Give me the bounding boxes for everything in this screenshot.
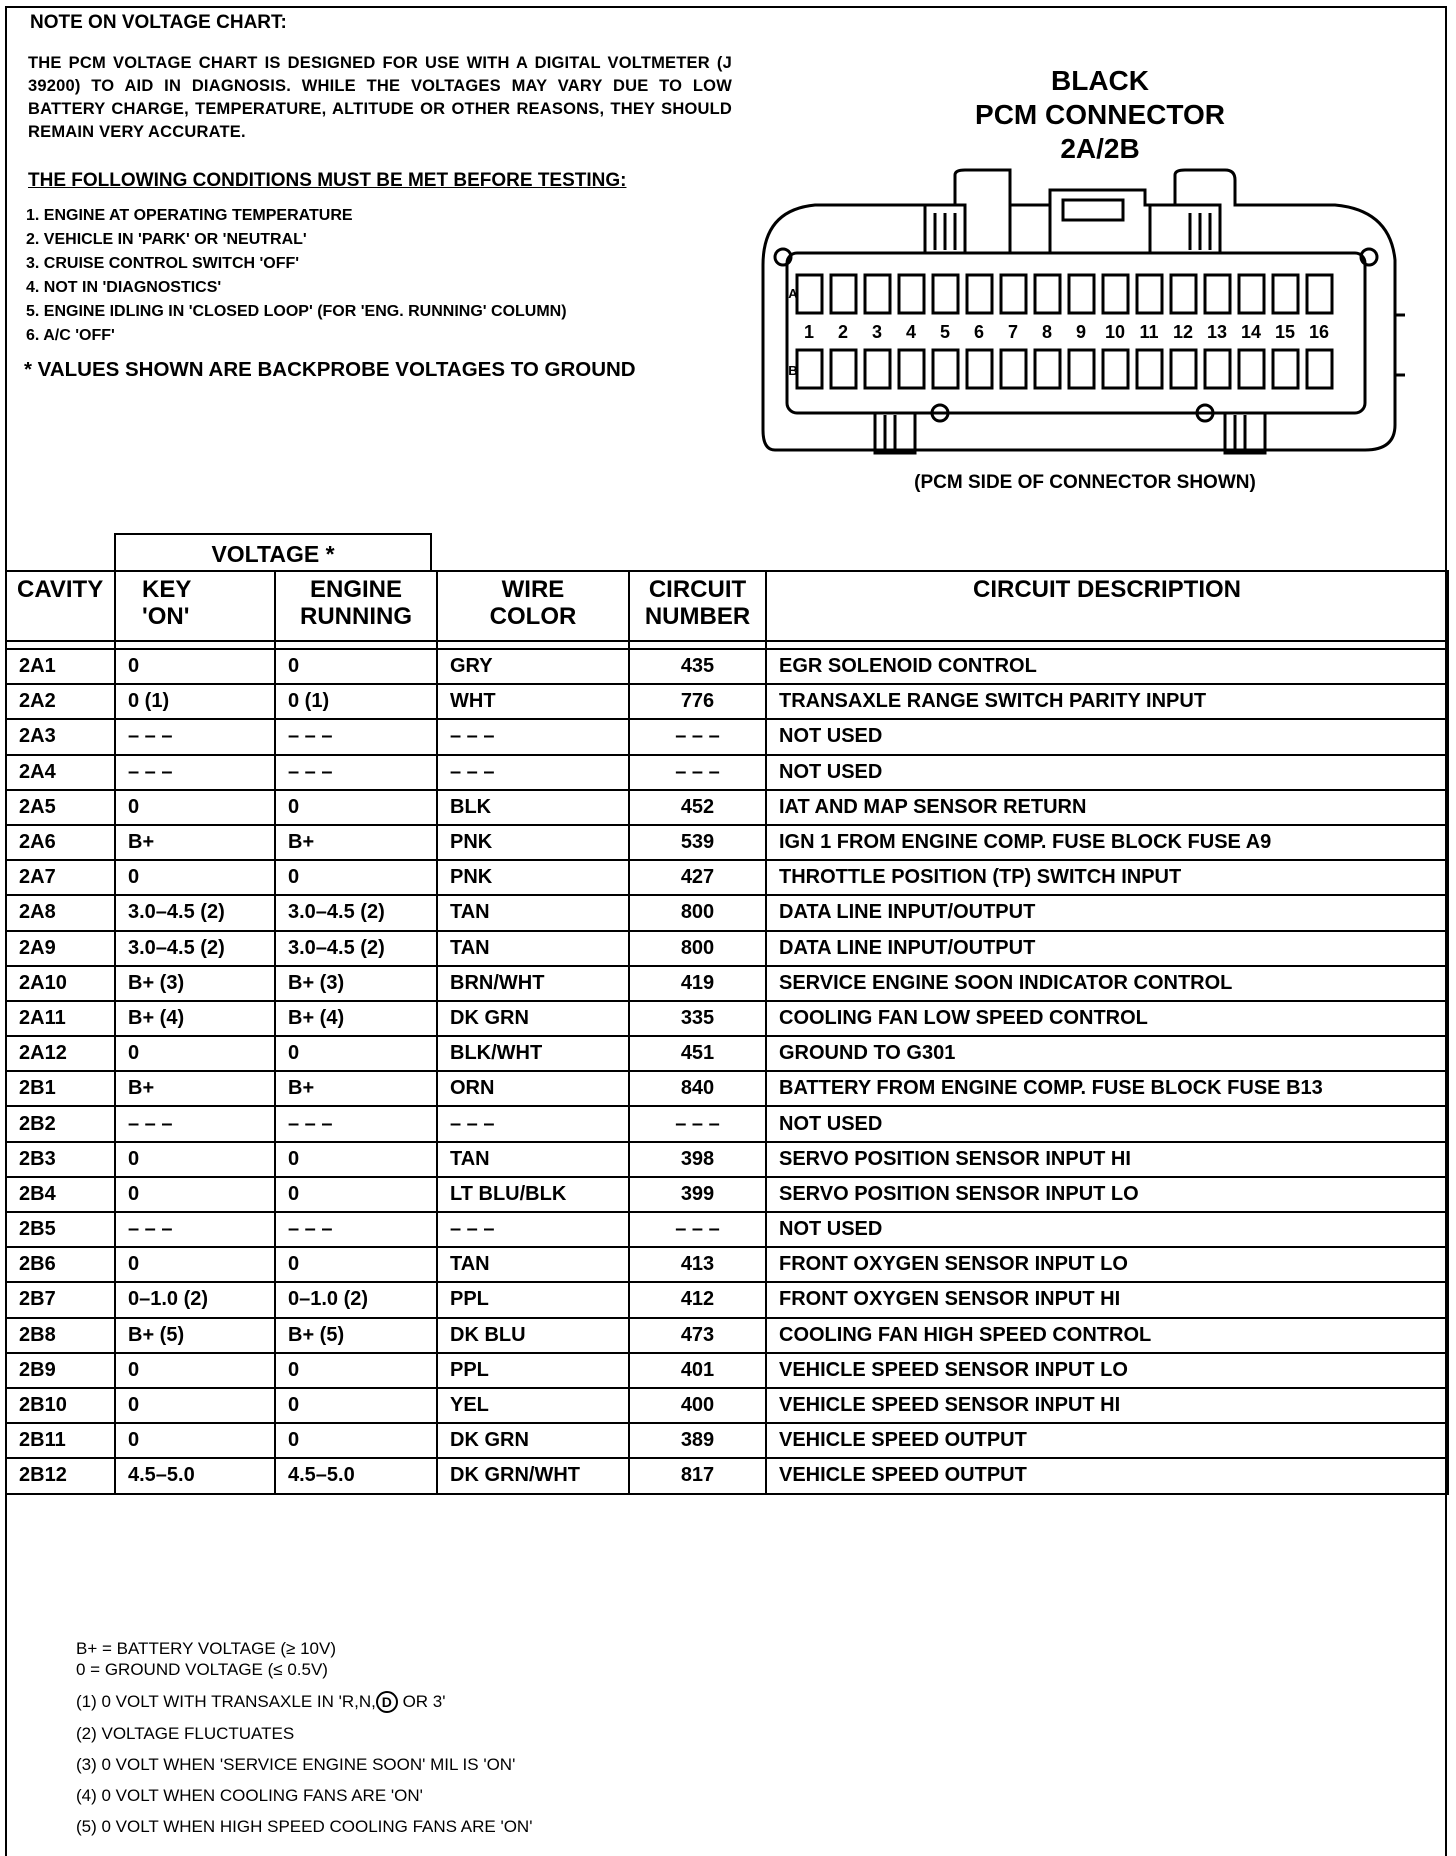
connector-title-id: 2A/2B: [1060, 133, 1140, 164]
table-row: [6, 860, 1448, 895]
table-row: [6, 1353, 1448, 1388]
key-on-cell: – – –: [115, 719, 275, 754]
note-paragraph: THE PCM VOLTAGE CHART IS DESIGNED FOR USE WITH A DIGITAL VOLTMETER (J 39200) TO AID IN DIAGNOSIS. WHILE THE VOLTAGES MAY VARY DUE TO LOW BATTERY CHARGE, TEMPERATURE, ALTITUDE OR OTHER REASONS, THEY SHOULD REMAIN VERY ACCURATE.: [28, 54, 732, 141]
condition-item: 3. CRUISE CONTROL SWITCH 'OFF': [26, 255, 300, 272]
wire-color-cell: LT BLU/BLK: [437, 1177, 629, 1212]
key-on-cell: 0: [115, 649, 275, 684]
description-cell: TRANSAXLE RANGE SWITCH PARITY INPUT: [766, 684, 1448, 719]
engine-running-cell: B+ (3): [275, 966, 437, 1001]
table-row: [6, 1142, 1448, 1177]
connector-title: [900, 64, 1300, 166]
engine-running-cell: 0: [275, 1388, 437, 1423]
cavity-cell: 2B8: [6, 1318, 115, 1353]
cavity-cell: 2A5: [6, 790, 115, 825]
footnote-1: (1) 0 VOLT WITH TRANSAXLE IN 'R,N, D OR 3': [76, 1692, 446, 1711]
engine-running-cell: 3.0–4.5 (2): [275, 895, 437, 930]
cavity-cell: 2A4: [6, 755, 115, 790]
condition-item: 6. A/C 'OFF': [26, 327, 115, 344]
engine-running-cell: 0: [275, 1353, 437, 1388]
key-on-cell: 0 (1): [115, 684, 275, 719]
pin-number: 16: [1308, 322, 1330, 342]
col-circuit-number: CIRCUIT NUMBER: [629, 571, 766, 641]
description-cell: VEHICLE SPEED OUTPUT: [766, 1458, 1448, 1493]
wire-color-cell: – – –: [437, 719, 629, 754]
circuit-number-cell: 473: [629, 1318, 766, 1353]
wire-color-cell: PNK: [437, 860, 629, 895]
engine-running-cell: 4.5–5.0: [275, 1458, 437, 1493]
table-row: [6, 649, 1448, 684]
table-row: [6, 1071, 1448, 1106]
pin-number: 2: [837, 322, 849, 342]
table-row: [6, 1282, 1448, 1317]
pin-number: 11: [1139, 322, 1159, 342]
key-on-cell: 0: [115, 1353, 275, 1388]
key-on-cell: 4.5–5.0: [115, 1458, 275, 1493]
description-cell: EGR SOLENOID CONTROL: [766, 649, 1448, 684]
cavity-cell: 2A3: [6, 719, 115, 754]
backprobe-note: * VALUES SHOWN ARE BACKPROBE VOLTAGES TO GROUND: [24, 358, 636, 381]
wire-color-cell: PNK: [437, 825, 629, 860]
key-on-cell: – – –: [115, 755, 275, 790]
cavity-cell: 2B4: [6, 1177, 115, 1212]
wire-color-cell: YEL: [437, 1388, 629, 1423]
wire-color-cell: BLK: [437, 790, 629, 825]
description-cell: FRONT OXYGEN SENSOR INPUT HI: [766, 1282, 1448, 1317]
wire-color-cell: BLK/WHT: [437, 1036, 629, 1071]
cavity-cell: 2A7: [6, 860, 115, 895]
wire-color-cell: PPL: [437, 1353, 629, 1388]
circled-d-icon: D: [376, 1691, 398, 1713]
description-cell: VEHICLE SPEED SENSOR INPUT LO: [766, 1353, 1448, 1388]
key-on-cell: – – –: [115, 1106, 275, 1141]
cavity-cell: 2A1: [6, 649, 115, 684]
wire-color-cell: – – –: [437, 1212, 629, 1247]
cavity-cell: 2B7: [6, 1282, 115, 1317]
cavity-cell: 2B12: [6, 1458, 115, 1493]
connector-diagram: [755, 165, 1405, 465]
engine-running-cell: 0: [275, 790, 437, 825]
engine-running-cell: B+: [275, 825, 437, 860]
table-row: [6, 1001, 1448, 1036]
cavity-cell: 2B6: [6, 1247, 115, 1282]
cavity-cell: 2B1: [6, 1071, 115, 1106]
table-row: [6, 1247, 1448, 1282]
cavity-cell: 2B3: [6, 1142, 115, 1177]
description-cell: DATA LINE INPUT/OUTPUT: [766, 895, 1448, 930]
circuit-number-cell: 776: [629, 684, 766, 719]
condition-item: 5. ENGINE IDLING IN 'CLOSED LOOP' (FOR 'ENG. RUNNING' COLUMN): [26, 303, 567, 320]
cavity-cell: 2A2: [6, 684, 115, 719]
circuit-number-cell: 413: [629, 1247, 766, 1282]
header-spacer: [6, 641, 1448, 649]
footnote-5: (5) 0 VOLT WHEN HIGH SPEED COOLING FANS ARE 'ON': [76, 1817, 533, 1836]
table-row: [6, 1177, 1448, 1212]
col-engine-running: ENGINE RUNNING: [275, 571, 437, 641]
circuit-number-cell: 435: [629, 649, 766, 684]
circuit-number-cell: 412: [629, 1282, 766, 1317]
table-row: [6, 895, 1448, 930]
description-cell: SERVO POSITION SENSOR INPUT HI: [766, 1142, 1448, 1177]
description-cell: BATTERY FROM ENGINE COMP. FUSE BLOCK FUSE B13: [766, 1071, 1448, 1106]
wire-color-cell: BRN/WHT: [437, 966, 629, 1001]
key-on-cell: B+: [115, 825, 275, 860]
condition-item: 4. NOT IN 'DIAGNOSTICS': [26, 279, 222, 296]
circuit-number-cell: 452: [629, 790, 766, 825]
cavity-cell: 2A6: [6, 825, 115, 860]
engine-running-cell: 3.0–4.5 (2): [275, 931, 437, 966]
key-on-cell: 0–1.0 (2): [115, 1282, 275, 1317]
table-row: [6, 1318, 1448, 1353]
col-wire-color: WIRE COLOR: [437, 571, 629, 641]
description-cell: NOT USED: [766, 1212, 1448, 1247]
engine-running-cell: 0–1.0 (2): [275, 1282, 437, 1317]
circuit-number-cell: 335: [629, 1001, 766, 1036]
key-on-cell: 0: [115, 1177, 275, 1212]
table-row: [6, 825, 1448, 860]
footnote-4: (4) 0 VOLT WHEN COOLING FANS ARE 'ON': [76, 1786, 423, 1805]
circuit-number-cell: 840: [629, 1071, 766, 1106]
circuit-number-cell: – – –: [629, 1106, 766, 1141]
key-on-cell: 0: [115, 1388, 275, 1423]
wire-color-cell: PPL: [437, 1282, 629, 1317]
circuit-number-cell: 398: [629, 1142, 766, 1177]
pin-number: 5: [939, 322, 951, 342]
connector-title-name: PCM CONNECTOR: [975, 99, 1225, 130]
pin-number: 9: [1075, 322, 1087, 342]
pin-number: 8: [1041, 322, 1053, 342]
connector-title-color: BLACK: [1051, 65, 1149, 96]
description-cell: SERVICE ENGINE SOON INDICATOR CONTROL: [766, 966, 1448, 1001]
pin-number: 12: [1172, 322, 1194, 342]
engine-running-cell: 0: [275, 649, 437, 684]
cavity-cell: 2A12: [6, 1036, 115, 1071]
table-row: [6, 1388, 1448, 1423]
wire-color-cell: – – –: [437, 755, 629, 790]
wire-color-cell: GRY: [437, 649, 629, 684]
wire-color-cell: TAN: [437, 895, 629, 930]
circuit-number-cell: – – –: [629, 719, 766, 754]
table-row: [6, 1036, 1448, 1071]
description-cell: VEHICLE SPEED OUTPUT: [766, 1423, 1448, 1458]
wire-color-cell: TAN: [437, 931, 629, 966]
pin-number: 13: [1206, 322, 1228, 342]
key-on-cell: B+ (3): [115, 966, 275, 1001]
pin-number: 14: [1240, 322, 1262, 342]
connector-caption: (PCM SIDE OF CONNECTOR SHOWN): [914, 472, 1256, 493]
conditions-heading: THE FOLLOWING CONDITIONS MUST BE MET BEFORE TESTING:: [28, 170, 627, 191]
key-on-cell: 0: [115, 1142, 275, 1177]
table-row: [6, 755, 1448, 790]
footnote-2: (2) VOLTAGE FLUCTUATES: [76, 1724, 295, 1743]
legend: [76, 1638, 532, 1837]
cavity-cell: 2B2: [6, 1106, 115, 1141]
key-on-cell: 3.0–4.5 (2): [115, 895, 275, 930]
key-on-cell: 0: [115, 1036, 275, 1071]
key-on-cell: – – –: [115, 1212, 275, 1247]
circuit-number-cell: 817: [629, 1458, 766, 1493]
engine-running-cell: B+ (4): [275, 1001, 437, 1036]
wire-color-cell: DK GRN: [437, 1001, 629, 1036]
engine-running-cell: – – –: [275, 1212, 437, 1247]
wire-color-cell: – – –: [437, 1106, 629, 1141]
footnote-3: (3) 0 VOLT WHEN 'SERVICE ENGINE SOON' MIL IS 'ON': [76, 1755, 516, 1774]
circuit-number-cell: 389: [629, 1423, 766, 1458]
row-a-label: A: [788, 286, 798, 301]
circuit-number-cell: 399: [629, 1177, 766, 1212]
voltage-group-header: VOLTAGE *: [114, 533, 432, 571]
wire-color-cell: DK BLU: [437, 1318, 629, 1353]
circuit-number-cell: 427: [629, 860, 766, 895]
pin-number: 6: [973, 322, 985, 342]
table-row: [6, 719, 1448, 754]
key-on-cell: 3.0–4.5 (2): [115, 931, 275, 966]
condition-item: 2. VEHICLE IN 'PARK' OR 'NEUTRAL': [26, 231, 307, 248]
description-cell: SERVO POSITION SENSOR INPUT LO: [766, 1177, 1448, 1212]
circuit-number-cell: – – –: [629, 755, 766, 790]
key-on-cell: B+ (5): [115, 1318, 275, 1353]
circuit-number-cell: 400: [629, 1388, 766, 1423]
circuit-number-cell: 539: [629, 825, 766, 860]
table-row: [6, 684, 1448, 719]
circuit-number-cell: 800: [629, 931, 766, 966]
key-on-cell: 0: [115, 1247, 275, 1282]
description-cell: NOT USED: [766, 719, 1448, 754]
circuit-number-cell: 401: [629, 1353, 766, 1388]
key-on-cell: B+: [115, 1071, 275, 1106]
description-cell: THROTTLE POSITION (TP) SWITCH INPUT: [766, 860, 1448, 895]
note-title: NOTE ON VOLTAGE CHART:: [30, 12, 287, 33]
circuit-number-cell: 800: [629, 895, 766, 930]
description-cell: VEHICLE SPEED SENSOR INPUT HI: [766, 1388, 1448, 1423]
engine-running-cell: B+: [275, 1071, 437, 1106]
engine-running-cell: – – –: [275, 755, 437, 790]
cavity-cell: 2B11: [6, 1423, 115, 1458]
cavity-cell: 2A8: [6, 895, 115, 930]
engine-running-cell: 0: [275, 1036, 437, 1071]
conditions-list: [26, 204, 567, 348]
description-cell: FRONT OXYGEN SENSOR INPUT LO: [766, 1247, 1448, 1282]
row-b-label: B: [788, 363, 798, 378]
key-on-cell: 0: [115, 790, 275, 825]
engine-running-cell: – – –: [275, 1106, 437, 1141]
key-on-cell: B+ (4): [115, 1001, 275, 1036]
engine-running-cell: 0: [275, 1247, 437, 1282]
engine-running-cell: 0 (1): [275, 684, 437, 719]
table-row: [6, 790, 1448, 825]
cavity-cell: 2B5: [6, 1212, 115, 1247]
description-cell: DATA LINE INPUT/OUTPUT: [766, 931, 1448, 966]
engine-running-cell: 0: [275, 1177, 437, 1212]
description-cell: IGN 1 FROM ENGINE COMP. FUSE BLOCK FUSE A9: [766, 825, 1448, 860]
wire-color-cell: ORN: [437, 1071, 629, 1106]
pin-number: 1: [803, 322, 815, 342]
engine-running-cell: B+ (5): [275, 1318, 437, 1353]
circuit-number-cell: – – –: [629, 1212, 766, 1247]
table-row: [6, 966, 1448, 1001]
engine-running-cell: 0: [275, 1142, 437, 1177]
pin-number: 10: [1104, 322, 1126, 342]
wire-color-cell: TAN: [437, 1142, 629, 1177]
col-cavity: CAVITY: [6, 571, 115, 641]
cavity-cell: 2B9: [6, 1353, 115, 1388]
wire-color-cell: DK GRN/WHT: [437, 1458, 629, 1493]
description-cell: COOLING FAN HIGH SPEED CONTROL: [766, 1318, 1448, 1353]
cavity-cell: 2A10: [6, 966, 115, 1001]
engine-running-cell: – – –: [275, 719, 437, 754]
col-circuit-description: CIRCUIT DESCRIPTION: [766, 571, 1448, 641]
condition-item: 1. ENGINE AT OPERATING TEMPERATURE: [26, 207, 353, 224]
wire-color-cell: DK GRN: [437, 1423, 629, 1458]
circuit-number-cell: 451: [629, 1036, 766, 1071]
table-row: [6, 1423, 1448, 1458]
table-row: [6, 931, 1448, 966]
table-row: [6, 1106, 1448, 1141]
pcm-voltage-table: [5, 570, 1449, 1495]
pin-number: 7: [1007, 322, 1019, 342]
engine-running-cell: 0: [275, 860, 437, 895]
table-body: [6, 641, 1448, 1494]
col-key-on: KEY 'ON': [115, 571, 275, 641]
legend-bplus: B+ = BATTERY VOLTAGE (≥ 10V): [76, 1639, 337, 1658]
description-cell: NOT USED: [766, 1106, 1448, 1141]
description-cell: COOLING FAN LOW SPEED CONTROL: [766, 1001, 1448, 1036]
cavity-cell: 2B10: [6, 1388, 115, 1423]
wire-color-cell: WHT: [437, 684, 629, 719]
circuit-number-cell: 419: [629, 966, 766, 1001]
cavity-cell: 2A11: [6, 1001, 115, 1036]
engine-running-cell: 0: [275, 1423, 437, 1458]
pin-number: 15: [1274, 322, 1296, 342]
description-cell: NOT USED: [766, 755, 1448, 790]
table-row: [6, 1212, 1448, 1247]
wire-color-cell: TAN: [437, 1247, 629, 1282]
description-cell: GROUND TO G301: [766, 1036, 1448, 1071]
key-on-cell: 0: [115, 1423, 275, 1458]
key-on-cell: 0: [115, 860, 275, 895]
legend-zero: 0 = GROUND VOLTAGE (≤ 0.5V): [76, 1660, 328, 1679]
pin-number: 4: [905, 322, 917, 342]
cavity-cell: 2A9: [6, 931, 115, 966]
table-row: [6, 1458, 1448, 1493]
pin-number: 3: [871, 322, 883, 342]
description-cell: IAT AND MAP SENSOR RETURN: [766, 790, 1448, 825]
